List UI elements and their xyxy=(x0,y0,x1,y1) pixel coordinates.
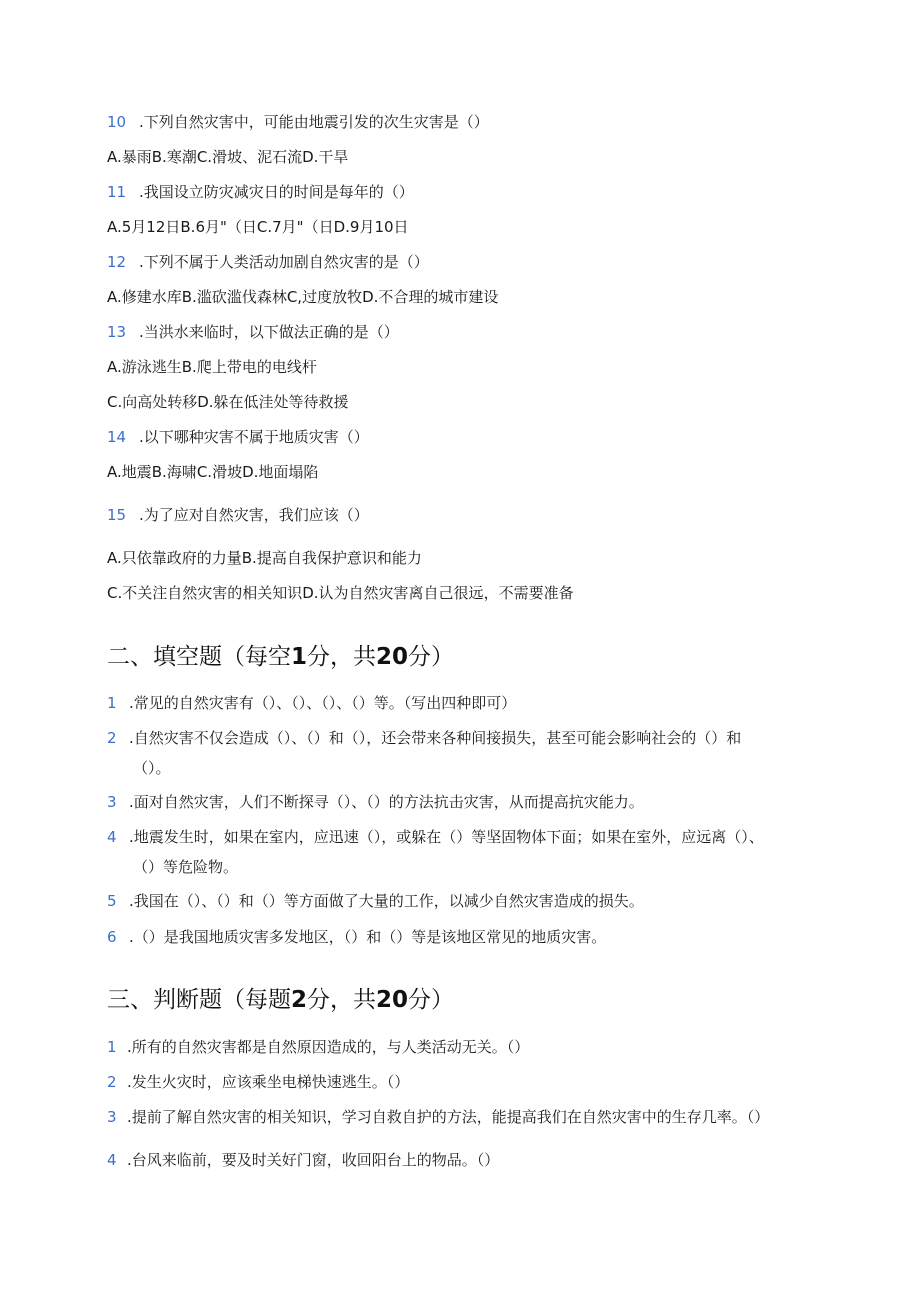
heading-total: 20 xyxy=(376,644,409,670)
item-number: 2 xyxy=(107,1073,117,1091)
question-13-options-1: A.游泳逃生B.爬上带电的电线杆 xyxy=(107,358,317,376)
item-number: 1 xyxy=(107,694,117,712)
item-text: .（）是我国地质灾害多发地区，（）和（）等是该地区常见的地质灾害。 xyxy=(129,928,607,946)
heading-score: 2 xyxy=(291,987,308,1013)
question-text: .为了应对自然灾害，我们应该（） xyxy=(139,506,369,524)
fill-item-3 xyxy=(107,792,644,812)
question-number: 13 xyxy=(107,323,127,341)
item-number: 4 xyxy=(107,1151,117,1169)
question-10 xyxy=(107,112,489,132)
question-14-options: A.地震B.海啸C.滑坡D.地面塌陷 xyxy=(107,463,319,481)
fill-item-6 xyxy=(107,927,606,947)
question-14 xyxy=(107,427,369,447)
question-text: .我国设立防灾减灾日的时间是每年的（） xyxy=(139,183,414,201)
item-text: .提前了解自然灾害的相关知识，学习自救自护的方法，能提高我们在自然灾害中的生存几率。（） xyxy=(127,1108,770,1126)
item-text: .台风来临前，要及时关好门窗，收回阳台上的物品。（） xyxy=(127,1151,500,1169)
fill-item-4 xyxy=(107,827,764,847)
question-11-options: A.5月12日B.6月"（日C.7月"（日D.9月10日 xyxy=(107,218,409,236)
heading-score: 1 xyxy=(291,644,308,670)
fill-item-2 xyxy=(107,728,741,748)
item-number: 3 xyxy=(107,1108,117,1126)
heading-total: 20 xyxy=(376,987,409,1013)
question-text: .下列自然灾害中，可能由地震引发的次生灾害是（） xyxy=(139,113,489,131)
question-number: 11 xyxy=(107,183,127,201)
question-text: .以下哪种灾害不属于地质灾害（） xyxy=(139,428,369,446)
section-heading-fill xyxy=(107,642,454,672)
heading-text: 二、填空题（每空 xyxy=(107,644,291,670)
section-heading-judge xyxy=(107,985,454,1015)
question-15-options-1: A.只依靠政府的力量B.提高自我保护意识和能力 xyxy=(107,549,422,567)
question-number: 12 xyxy=(107,253,127,271)
item-number: 3 xyxy=(107,793,117,811)
item-number: 1 xyxy=(107,1038,117,1056)
question-13-options-2: C.向高处转移D.躲在低洼处等待救援 xyxy=(107,393,349,411)
question-12 xyxy=(107,252,429,272)
item-text: .自然灾害不仅会造成（）、（）和（），还会带来各种间接损失，甚至可能会影响社会的（）和 xyxy=(129,729,742,747)
item-text: .面对自然灾害，人们不断探寻（）、（）的方法抗击灾害，从而提高抗灾能力。 xyxy=(129,793,644,811)
heading-text: 分，共 xyxy=(307,987,377,1013)
question-15 xyxy=(107,505,369,525)
item-number: 4 xyxy=(107,828,117,846)
question-text: .下列不属于人类活动加剧自然灾害的是（） xyxy=(139,253,429,271)
question-number: 10 xyxy=(107,113,127,131)
judge-item-1 xyxy=(107,1037,529,1057)
item-number: 2 xyxy=(107,729,117,747)
question-number: 14 xyxy=(107,428,127,446)
question-12-options: A.修建水库B.滥砍滥伐森林C,过度放牧D.不合理的城市建设 xyxy=(107,288,499,306)
item-number: 5 xyxy=(107,892,117,910)
item-text: .所有的自然灾害都是自然原因造成的，与人类活动无关。（） xyxy=(127,1038,530,1056)
item-text: .我国在（）、（）和（）等方面做了大量的工作，以减少自然灾害造成的损失。 xyxy=(129,892,644,910)
question-number: 15 xyxy=(107,506,127,524)
fill-item-4-continued: （）等危险物。 xyxy=(133,858,239,876)
fill-item-5 xyxy=(107,891,644,911)
question-15-options-2: C.不关注自然灾害的相关知识D.认为自然灾害离自己很远，不需要准备 xyxy=(107,584,574,602)
item-text: .地震发生时，如果在室内，应迅速（），或躲在（）等坚固物体下面；如果在室外，应远离（）、 xyxy=(129,828,764,846)
judge-item-4 xyxy=(107,1150,499,1170)
fill-item-1 xyxy=(107,693,516,713)
item-text: .常见的自然灾害有（）、（）、（）、（）等。（写出四种即可） xyxy=(129,694,517,712)
judge-item-2 xyxy=(107,1072,409,1092)
heading-text: 分） xyxy=(408,644,455,670)
question-13 xyxy=(107,322,399,342)
question-text: .当洪水来临时，以下做法正确的是（） xyxy=(139,323,399,341)
heading-text: 分） xyxy=(408,987,455,1013)
item-number: 6 xyxy=(107,928,117,946)
question-10-options: A.暴雨B.寒潮C.滑坡、泥石流D.干旱 xyxy=(107,148,349,166)
heading-text: 三、判断题（每题 xyxy=(107,987,291,1013)
fill-item-2-continued: （）。 xyxy=(133,759,171,777)
judge-item-3 xyxy=(107,1107,769,1127)
heading-text: 分，共 xyxy=(307,644,377,670)
question-11 xyxy=(107,182,414,202)
item-text: .发生火灾时，应该乘坐电梯快速逃生。（） xyxy=(127,1073,410,1091)
